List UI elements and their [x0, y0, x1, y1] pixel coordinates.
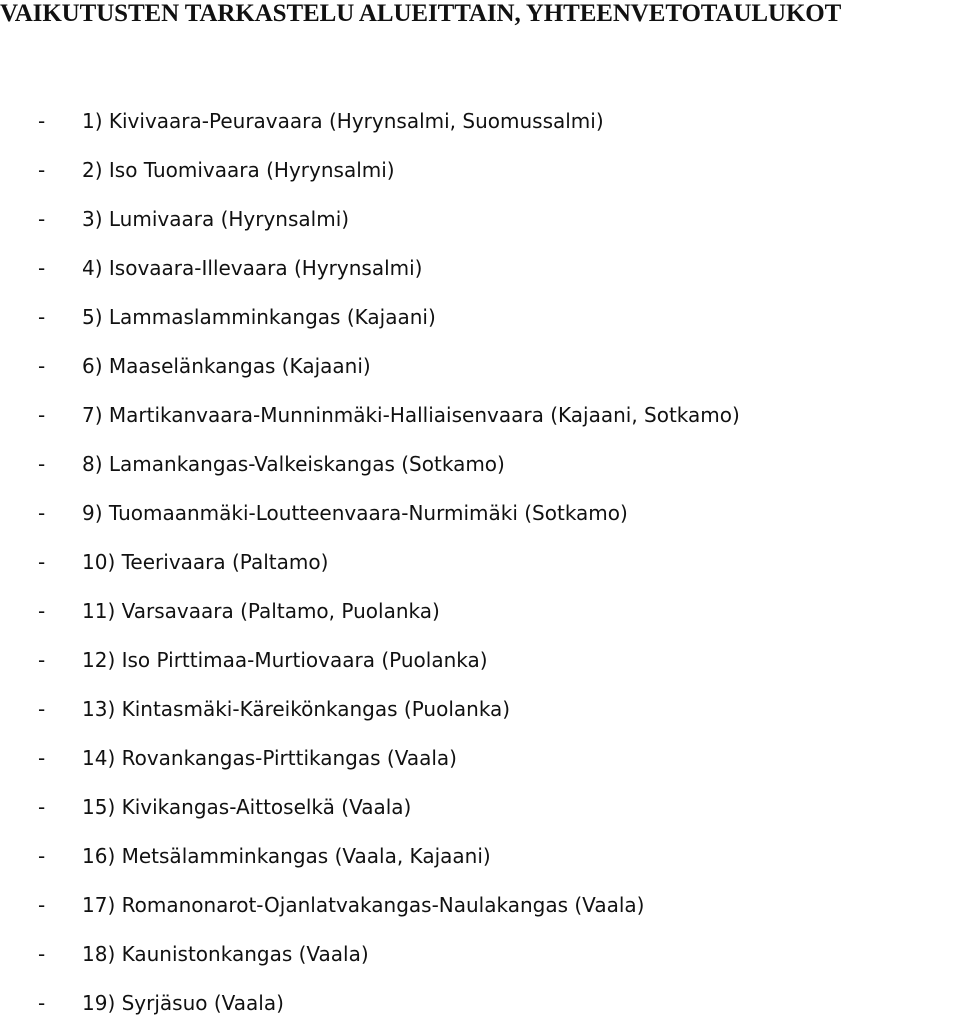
list-item-text: 2) Iso Tuomivaara (Hyrynsalmi) — [82, 157, 395, 182]
list-item-text: 3) Lumivaara (Hyrynsalmi) — [82, 206, 350, 231]
list-item — [38, 488, 740, 537]
list-bullet: - — [38, 353, 46, 378]
list-item — [38, 782, 740, 831]
list-item — [38, 537, 740, 586]
list-item — [38, 96, 740, 145]
list-item-text: 13) Kintasmäki-Käreikönkangas (Puolanka) — [82, 696, 511, 721]
list-bullet: - — [38, 255, 46, 280]
list-bullet: - — [38, 206, 46, 231]
list-item — [38, 194, 740, 243]
list-item-text: 18) Kaunistonkangas (Vaala) — [82, 941, 369, 966]
list-item — [38, 880, 740, 929]
list-bullet: - — [38, 108, 46, 133]
list-bullet: - — [38, 500, 46, 525]
page-title: VAIKUTUSTEN TARKASTELU ALUEITTAIN, YHTEENVETOTAULUKOT — [0, 0, 842, 27]
list-item-text: 11) Varsavaara (Paltamo, Puolanka) — [82, 598, 440, 623]
list-bullet: - — [38, 451, 46, 476]
list-bullet: - — [38, 402, 46, 427]
list-item-text: 5) Lammaslamminkangas (Kajaani) — [82, 304, 436, 329]
list-item — [38, 684, 740, 733]
list-item-text: 1) Kivivaara-Peuravaara (Hyrynsalmi, Suomussalmi) — [82, 108, 604, 133]
list-item — [38, 635, 740, 684]
list-item — [38, 390, 740, 439]
list-item-text: 15) Kivikangas-Aittoselkä (Vaala) — [82, 794, 412, 819]
list-bullet: - — [38, 843, 46, 868]
list-item-text: 8) Lamankangas-Valkeiskangas (Sotkamo) — [82, 451, 505, 476]
list-item-text: 16) Metsälamminkangas (Vaala, Kajaani) — [82, 843, 491, 868]
list-bullet: - — [38, 647, 46, 672]
list-bullet: - — [38, 941, 46, 966]
list-bullet: - — [38, 304, 46, 329]
list-item-text: 17) Romanonarot-Ojanlatvakangas-Naulakangas (Vaala) — [82, 892, 645, 917]
list-bullet: - — [38, 745, 46, 770]
list-bullet: - — [38, 990, 46, 1015]
area-list — [38, 96, 740, 1027]
list-bullet: - — [38, 598, 46, 623]
list-bullet: - — [38, 157, 46, 182]
list-item-text: 14) Rovankangas-Pirttikangas (Vaala) — [82, 745, 457, 770]
list-item-text: 10) Teerivaara (Paltamo) — [82, 549, 329, 574]
list-item — [38, 341, 740, 390]
list-bullet: - — [38, 892, 46, 917]
list-item-text: 12) Iso Pirttimaa-Murtiovaara (Puolanka) — [82, 647, 488, 672]
list-bullet: - — [38, 696, 46, 721]
list-item — [38, 292, 740, 341]
list-item — [38, 831, 740, 880]
list-bullet: - — [38, 549, 46, 574]
list-item-text: 9) Tuomaanmäki-Loutteenvaara-Nurmimäki (Sotkamo) — [82, 500, 628, 525]
list-item-text: 19) Syrjäsuo (Vaala) — [82, 990, 284, 1015]
list-item-text: 7) Martikanvaara-Munninmäki-Halliaisenvaara (Kajaani, Sotkamo) — [82, 402, 740, 427]
list-item-text: 6) Maaselänkangas (Kajaani) — [82, 353, 371, 378]
list-item — [38, 929, 740, 978]
list-item — [38, 243, 740, 292]
list-item — [38, 439, 740, 488]
list-item — [38, 978, 740, 1027]
list-item — [38, 733, 740, 782]
list-item — [38, 586, 740, 635]
list-item-text: 4) Isovaara-Illevaara (Hyrynsalmi) — [82, 255, 423, 280]
list-item — [38, 145, 740, 194]
list-bullet: - — [38, 794, 46, 819]
